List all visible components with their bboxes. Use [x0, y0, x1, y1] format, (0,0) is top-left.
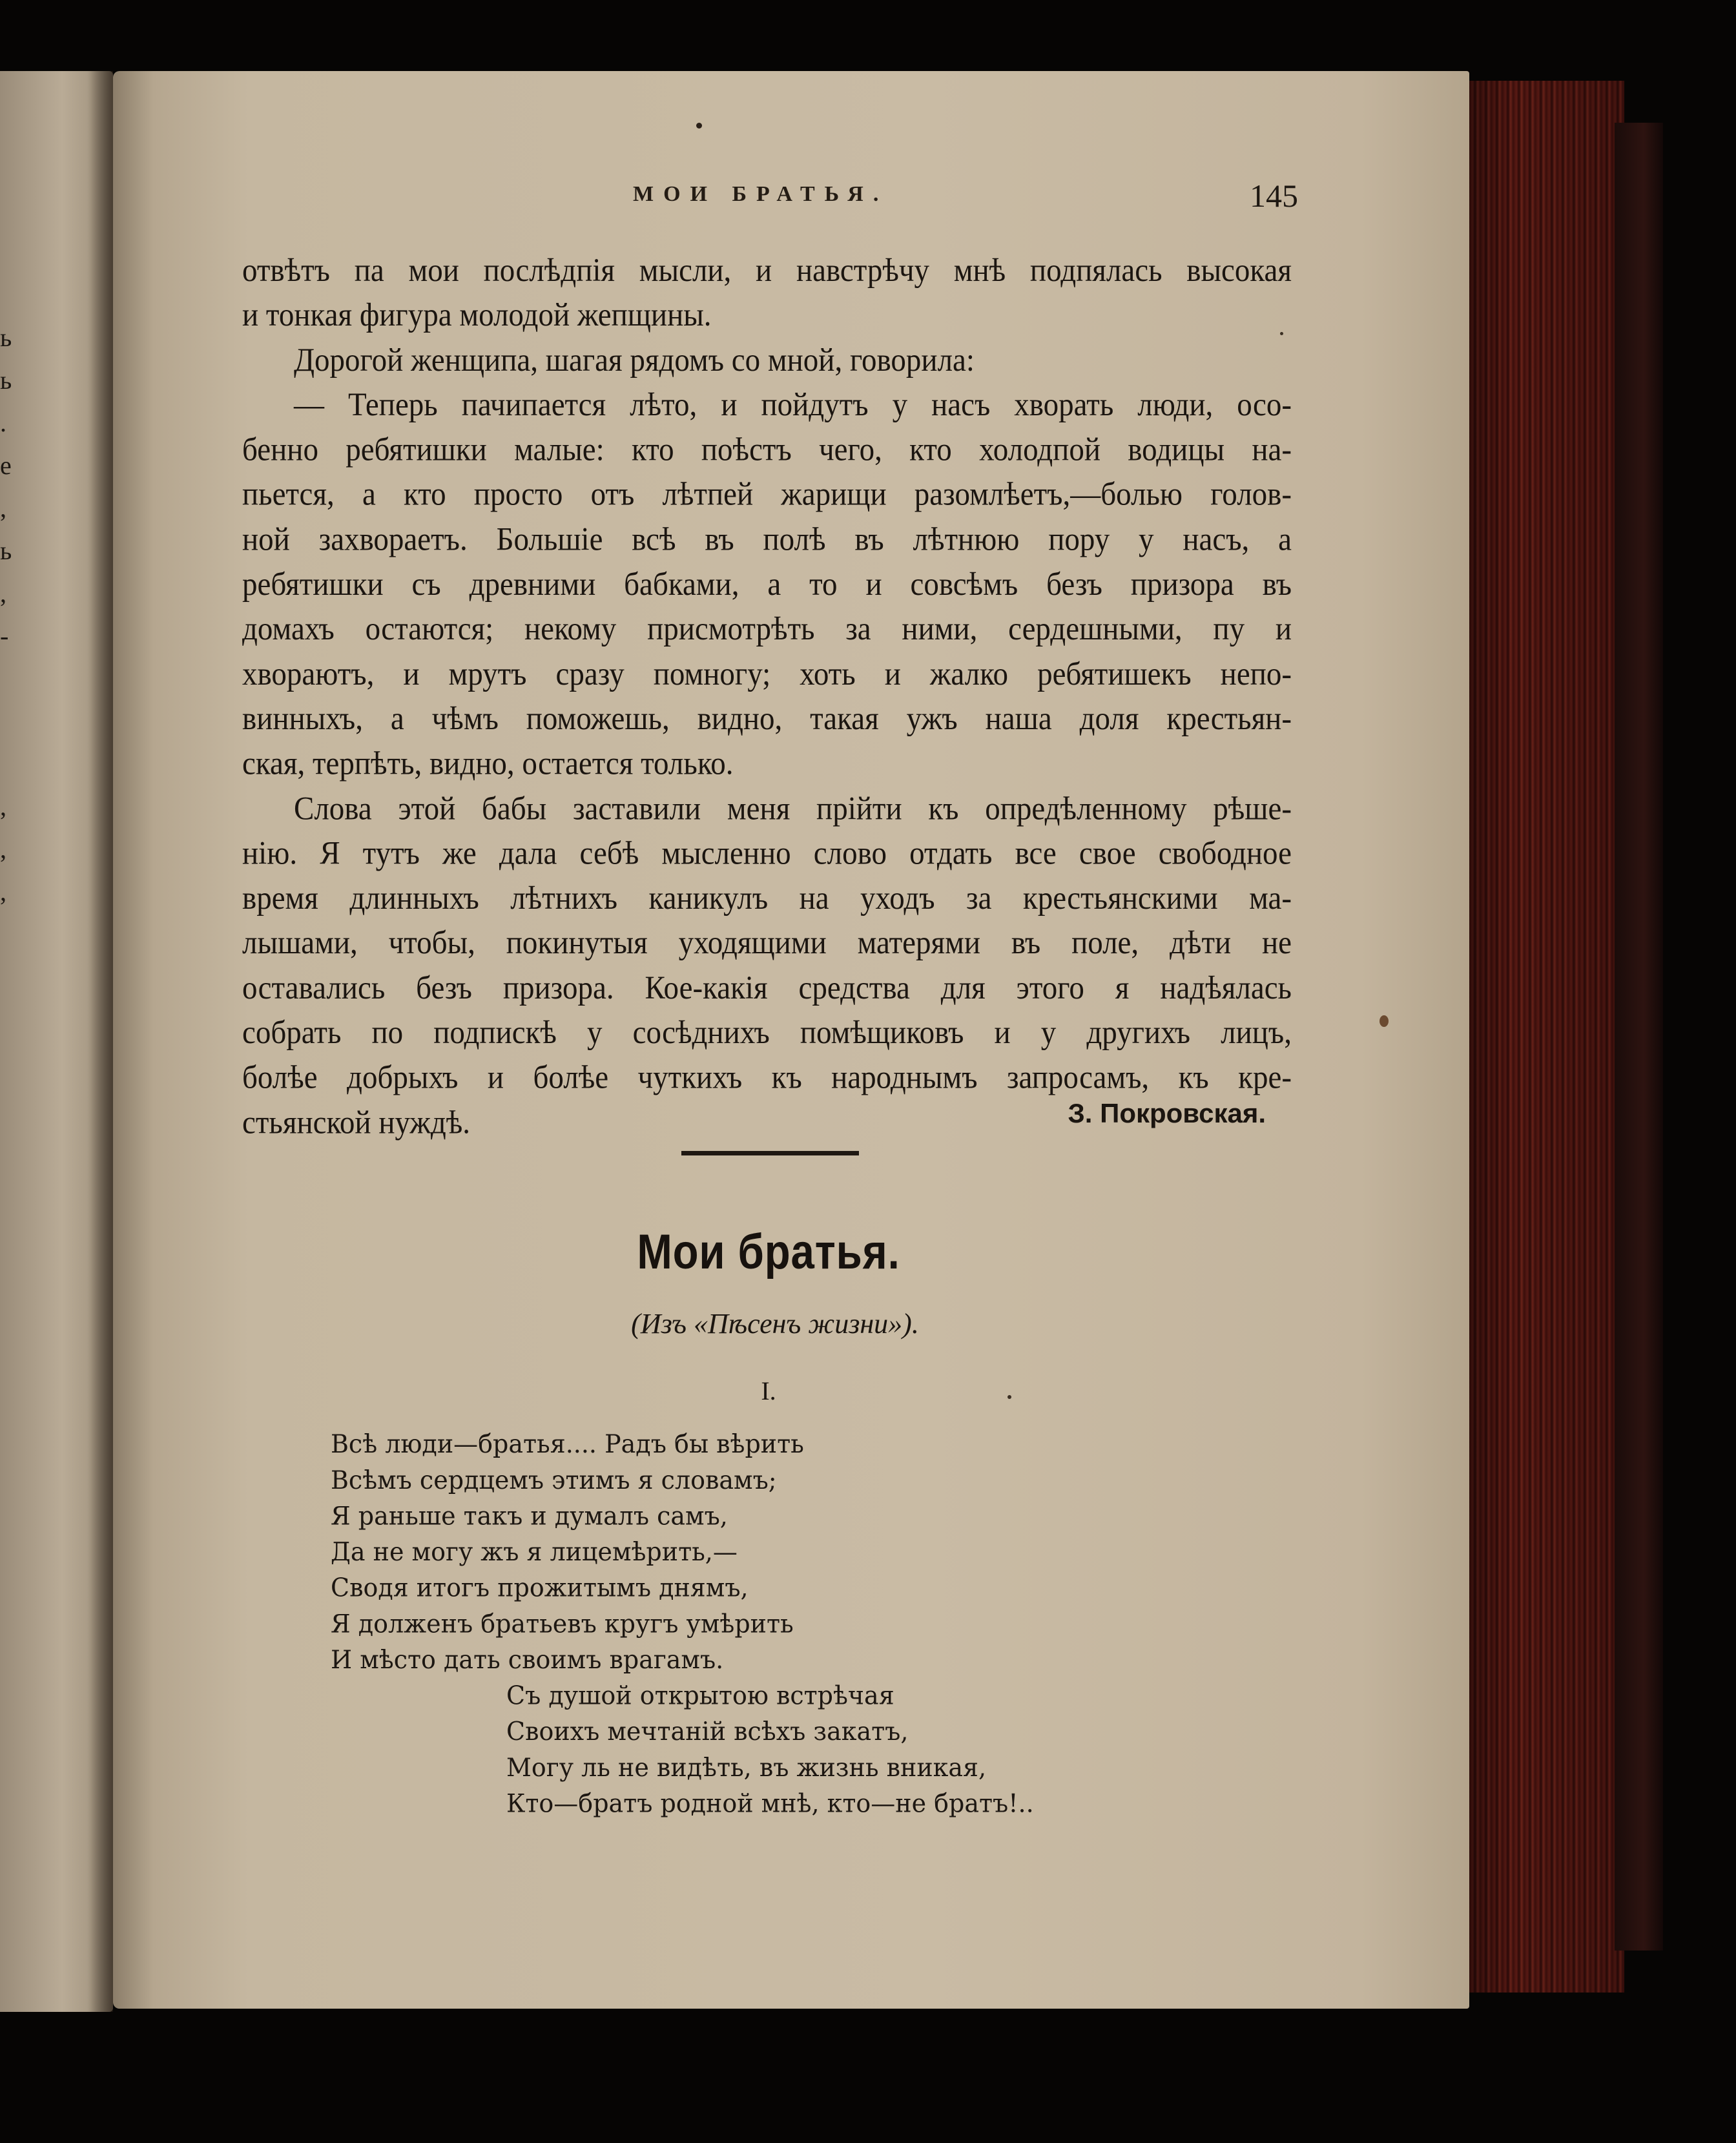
prose-line: хвораютъ, и мрутъ сразу помногу; хоть и жалко ребятишекъ непо- [242, 656, 1292, 692]
prose-line: пьется, а кто просто отъ лѣтпей жарищи разомлѣетъ,—болью голов- [242, 476, 1292, 513]
poem-verse: Сводя итогъ прожитымъ днямъ, [331, 1573, 749, 1602]
paper-speck [1008, 1395, 1011, 1399]
prose-line: собрать по подпискѣ у сосѣднихъ помѣщиковъ и у другихъ лицъ, [242, 1014, 1292, 1051]
poem-part-number: I. [761, 1376, 776, 1405]
margin-mark: ь [0, 536, 12, 565]
margin-mark: ь [0, 366, 12, 395]
poem-verse: Своихъ мечтаній всѣхъ закатъ, [506, 1717, 909, 1746]
prose-line: стьянской нуждѣ. [242, 1104, 471, 1141]
poem-verse: Да не могу жъ я лицемѣрить,— [331, 1537, 738, 1567]
prose-line: ская, терпѣть, видно, остается только. [242, 745, 734, 782]
running-head: МОИ БРАТЬЯ. [633, 182, 889, 206]
margin-mark: , [0, 792, 6, 821]
prose-line: нію. Я тутъ же дала себѣ мысленно слово отдать все свое свободное [242, 835, 1292, 872]
paper-speck [1280, 332, 1283, 335]
poem-verse: Съ душой открытою встрѣчая [506, 1681, 894, 1710]
poem-verse: Я раньше такъ и думалъ самъ, [331, 1501, 728, 1531]
prose-line: время длинныхъ лѣтнихъ каникулъ на уходъ за крестьянскими ма- [242, 880, 1292, 916]
prose-line: Дорогой женщипа, шагая рядомъ со мной, говорила: [294, 342, 975, 378]
poem-verse: И мѣсто дать своимъ врагамъ. [331, 1644, 724, 1675]
poem-title: Мои братья. [637, 1225, 900, 1279]
page-number: 145 [1250, 178, 1298, 214]
margin-mark [0, 657, 19, 700]
prose-line: оставались безъ призора. Кое-какія средства для этого я надѣялась [242, 969, 1292, 1006]
left-page-margin-marks [0, 316, 19, 913]
section-divider [681, 1151, 859, 1155]
paper-speck [1380, 1015, 1389, 1027]
poem-verse: Всѣ люди—братья.... Радъ бы вѣрить [331, 1429, 804, 1459]
author-signature: З. Покровская. [1068, 1098, 1266, 1128]
poem-verses [331, 1426, 1170, 1821]
book-binding [1615, 123, 1663, 1951]
book-page-edges [1469, 81, 1624, 1993]
prose-line: лышами, чтобы, покинутыя уходящими матерями въ поле, дѣти не [242, 925, 1292, 962]
prose-line: домахъ остаются; некому присмотрѣть за ними, сердешными, пу и [242, 611, 1292, 648]
prose-line: ной захвораетъ. Большіе всѣ въ полѣ въ лѣтнюю пору у насъ, а [242, 521, 1292, 558]
prose-line: ребятишки съ древними бабками, а то и совсѣмъ безъ призора въ [242, 566, 1292, 603]
margin-mark [0, 700, 19, 743]
edge-shade [1469, 81, 1624, 1993]
prose-line: отвѣтъ па мои послѣдпія мысли, и навстрѣчу мнѣ подпялась высокая [242, 252, 1292, 289]
margin-mark: е [0, 451, 12, 480]
prose-line: Слова этой бабы заставили меня прійти къ опредѣленному рѣше- [294, 790, 1292, 827]
margin-mark: . [0, 408, 6, 437]
prose-line: винныхъ, а чѣмъ поможешь, видно, такая ужъ наша доля крестьян- [242, 700, 1292, 738]
left-page-edge [0, 71, 113, 2012]
margin-mark: , [0, 834, 6, 864]
margin-mark: , [0, 579, 6, 608]
margin-mark: - [0, 621, 9, 650]
prose-line: болѣе добрыхъ и болѣе чуткихъ къ народнымъ запросамъ, къ кре- [242, 1059, 1292, 1096]
margin-mark: ь [0, 323, 12, 352]
poem-verse: Могу ль не видѣть, въ жизнь вникая, [506, 1752, 987, 1783]
prose-text [242, 248, 1292, 1145]
page-gutter-shadow [87, 71, 113, 2012]
poem-subtitle: (Изъ «Пѣсенъ жизни»). [631, 1308, 919, 1340]
prose-line: и тонкая фигура молодой жепщины. [242, 296, 712, 334]
poem-verse: Кто—братъ родной мнѣ, кто—не братъ!.. [506, 1788, 1034, 1818]
prose-line: бенно ребятишки малые: кто поѣстъ чего, кто холодпой водицы на- [242, 431, 1292, 468]
prose-line: — Теперь пачипается лѣто, и пойдутъ у насъ хворать люди, осо- [294, 386, 1292, 423]
poem-verse: Всѣмъ сердцемъ этимъ я словамъ; [331, 1465, 777, 1495]
margin-mark [0, 743, 19, 785]
header-ornament-dot [696, 123, 702, 129]
poem-verse: Я долженъ братьевъ кругъ умѣрить [331, 1609, 794, 1639]
margin-mark: , [0, 877, 6, 906]
margin-mark: , [0, 493, 6, 523]
